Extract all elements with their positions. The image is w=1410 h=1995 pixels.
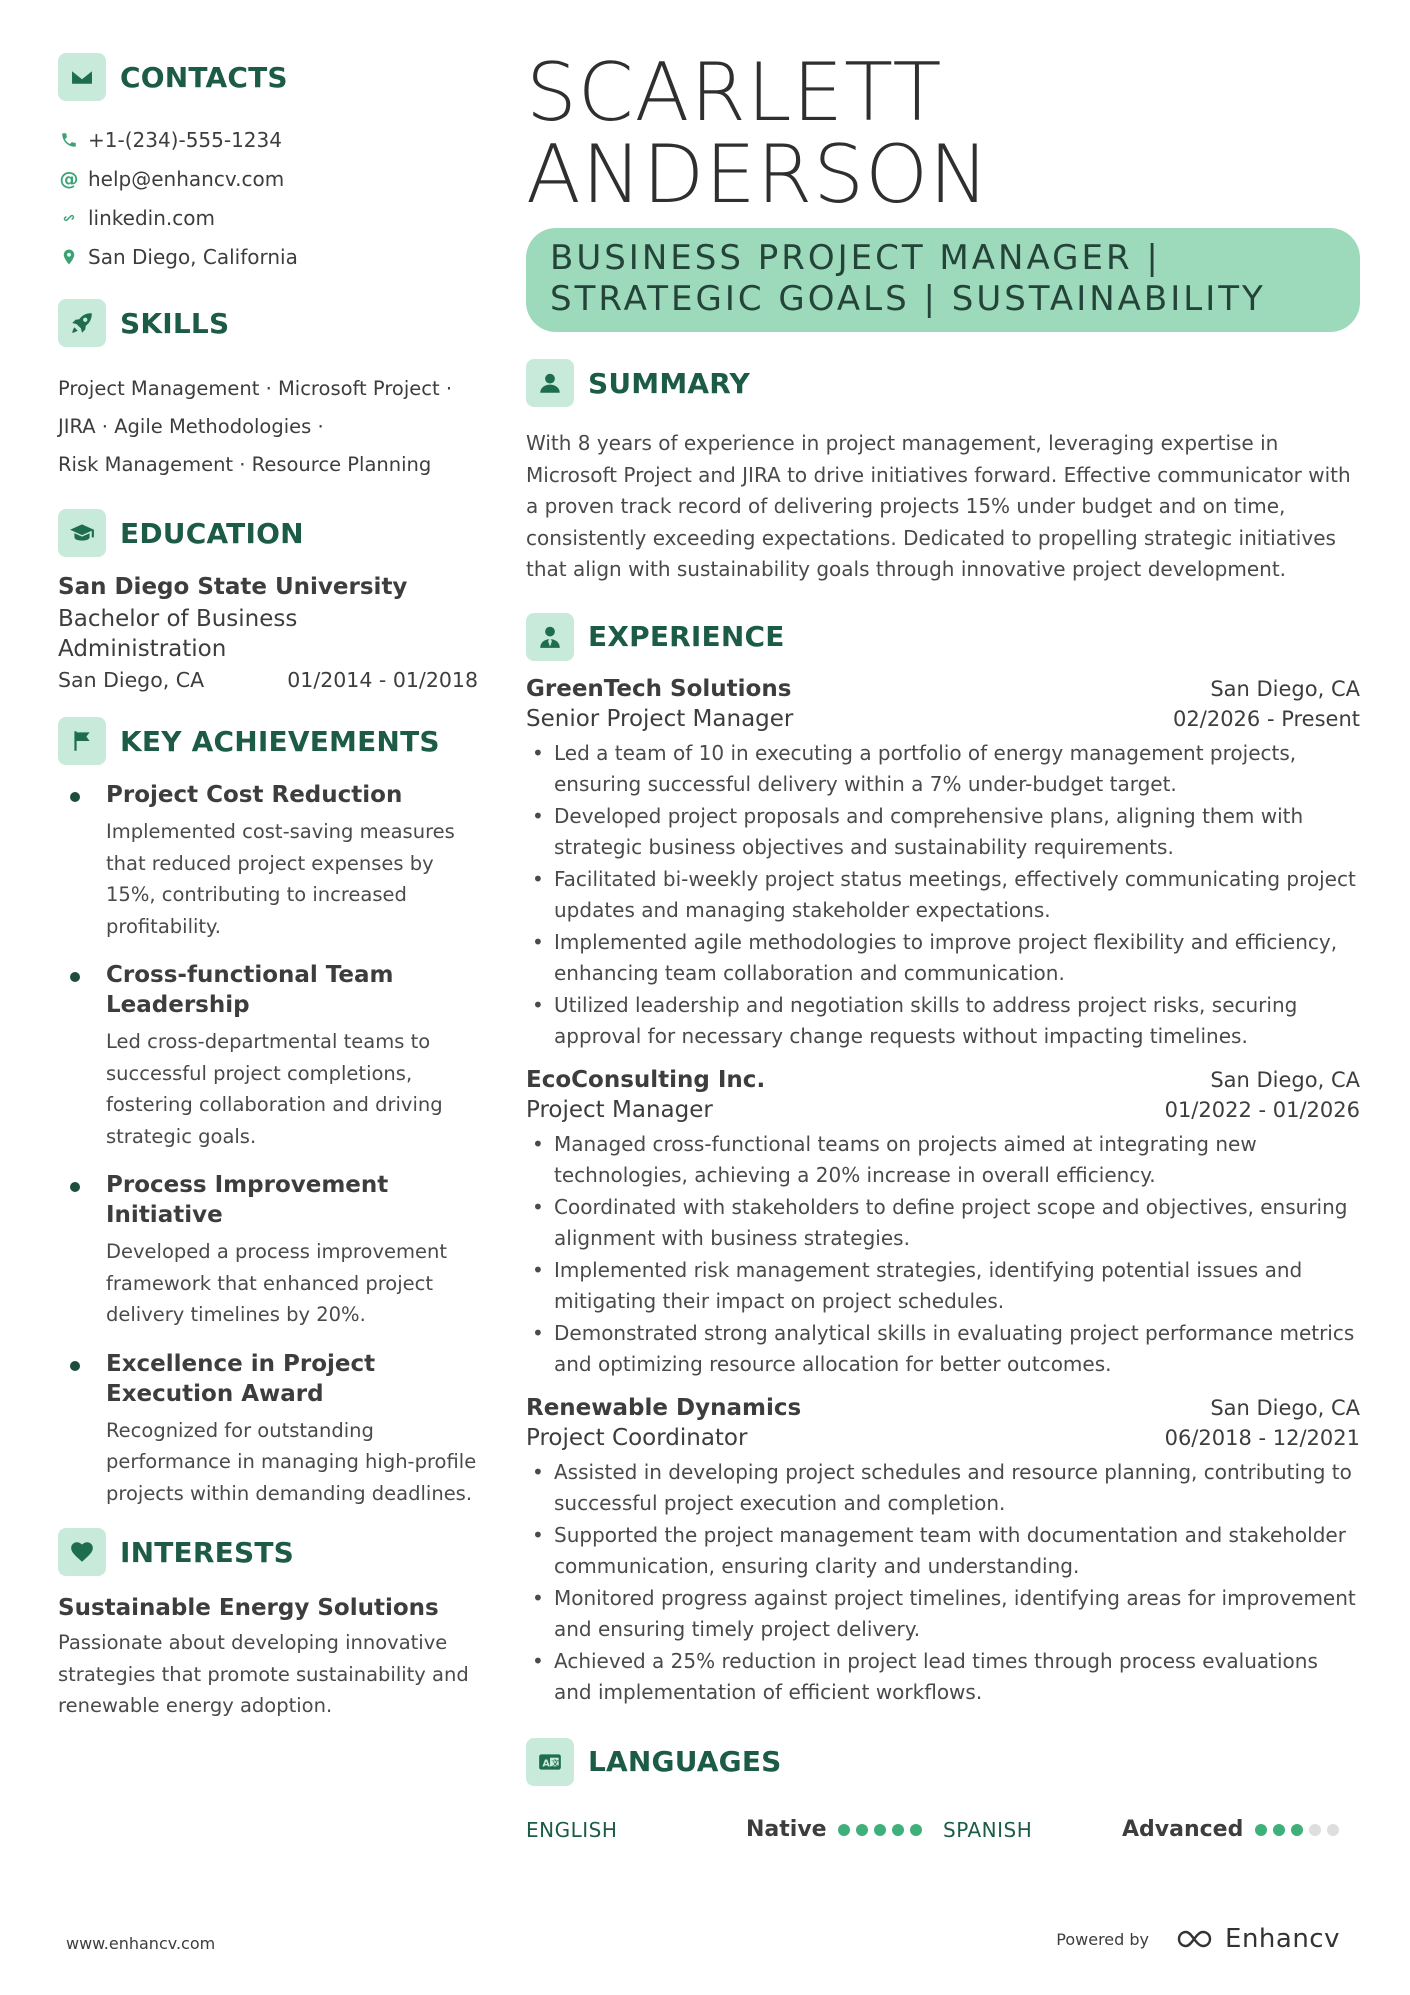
headline-line: BUSINESS PROJECT MANAGER | — [550, 238, 1161, 278]
rocket-icon — [58, 299, 106, 347]
section-title: KEY ACHIEVEMENTS — [120, 724, 440, 758]
user-icon — [526, 359, 574, 407]
languages-section — [526, 1737, 1360, 1845]
job-bullets — [526, 1129, 1360, 1381]
achievement-desc: Led cross-departmental teams to successful project completions, fostering collaboration and driving strategic goals. — [106, 1030, 443, 1148]
language-item — [526, 1817, 943, 1842]
right-column — [526, 46, 1360, 1845]
svg-text:文: 文 — [551, 1757, 560, 1767]
interests-header — [58, 1527, 478, 1577]
job-company: Renewable Dynamics — [526, 1394, 802, 1421]
languages-header — [526, 1737, 1360, 1787]
location-pin-icon — [58, 246, 80, 268]
job-subheader — [526, 1097, 1360, 1123]
experience-header — [526, 612, 1360, 662]
footer-url[interactable]: www.enhancv.com — [66, 1934, 216, 1953]
language-name: ENGLISH — [526, 1817, 618, 1842]
brand-name: Enhancv — [1225, 1924, 1340, 1954]
interest-desc: Passionate about developing innovative strategies that promote sustainability and renewable energy adoption. — [58, 1631, 469, 1717]
achievement-title: Excellence in Project Execution Award — [106, 1350, 376, 1407]
section-title: EXPERIENCE — [588, 620, 785, 653]
language-item — [943, 1817, 1360, 1842]
job-bullet: • Managed cross-functional teams on projects aimed at integrating new technologies, achieving a 20% increase in overall efficiency. — [526, 1129, 1360, 1192]
achievements-section — [58, 716, 478, 1509]
language-rating — [1255, 1824, 1339, 1836]
education-header — [58, 508, 478, 558]
interest-title: Sustainable Energy Solutions — [58, 1595, 439, 1621]
section-title: SKILLS — [120, 306, 230, 340]
experience-section — [526, 612, 1360, 1709]
language-level: Native — [746, 1817, 827, 1842]
rating-dot-filled — [1273, 1824, 1285, 1836]
job-bullet: • Implemented risk management strategies, identifying potential issues and mitigating their impact on project schedules. — [526, 1255, 1360, 1318]
skills-line: Project Management · Microsoft Project · — [58, 377, 453, 400]
job-bullets — [526, 1457, 1360, 1709]
rating-dot-empty — [1309, 1824, 1321, 1836]
rating-dot-filled — [910, 1824, 922, 1836]
headline-line: STRATEGIC GOALS | SUSTAINABILITY — [550, 279, 1266, 319]
education-section — [58, 508, 478, 692]
education-meta — [58, 668, 478, 692]
summary-header — [526, 358, 1360, 408]
skills-section — [58, 298, 478, 484]
graduation-cap-icon — [58, 509, 106, 557]
achievement-title: Cross-functional Team Leadership — [106, 962, 394, 1018]
brand-logo[interactable] — [1175, 1924, 1340, 1954]
job-subheader — [526, 1425, 1360, 1451]
education-school: San Diego State University — [58, 574, 408, 600]
achievement-desc: Recognized for outstanding performance in managing high-profile projects within demanding deadlines. — [106, 1418, 477, 1505]
location-text: San Diego, California — [88, 244, 298, 269]
degree-line: Bachelor of Business — [58, 606, 298, 632]
skills-header — [58, 298, 478, 348]
language-rating — [838, 1824, 922, 1836]
link-icon — [58, 207, 80, 229]
job-dates: 02/2026 - Present — [1173, 706, 1360, 731]
job-dates: 01/2022 - 01/2026 — [1164, 1097, 1360, 1122]
skills-list — [58, 370, 478, 484]
section-title: INTERESTS — [120, 1535, 294, 1569]
job-entry — [526, 1395, 1360, 1709]
education-degree — [58, 604, 478, 664]
left-column — [58, 52, 478, 1722]
name-first: SCARLETT — [526, 46, 943, 139]
contact-phone[interactable] — [58, 120, 478, 159]
infinity-logo-icon — [1175, 1926, 1221, 1952]
education-dates: 01/2014 - 01/2018 — [287, 668, 478, 692]
section-title: SUMMARY — [588, 366, 751, 400]
contact-location — [58, 237, 478, 276]
job-role: Senior Project Manager — [526, 705, 794, 732]
job-company: GreenTech Solutions — [526, 675, 792, 702]
email-text: help@enhancv.com — [88, 166, 285, 191]
achievement-item — [58, 780, 478, 942]
job-bullet: • Assisted in developing project schedules and resource planning, contributing to successful project execution and completion. — [526, 1457, 1360, 1520]
job-location: San Diego, CA — [1210, 1395, 1360, 1420]
powered-by-text: Powered by — [1056, 1929, 1150, 1949]
rating-dot-filled — [874, 1824, 886, 1836]
contact-linkedin[interactable] — [58, 198, 478, 237]
job-role: Project Coordinator — [526, 1424, 748, 1451]
job-location: San Diego, CA — [1210, 1067, 1360, 1092]
job-bullet: • Developed project proposals and comprehensive plans, aligning them with strategic business objectives and sustainability requirements. — [526, 801, 1360, 864]
job-entry — [526, 676, 1360, 1053]
job-bullet: • Facilitated bi-weekly project status meetings, effectively communicating project updates and managing stakeholder expectations. — [526, 864, 1360, 927]
job-bullet: • Led a team of 10 in executing a portfolio of energy management projects, ensuring successful delivery within a 7% under-budget target. — [526, 738, 1360, 801]
achievement-title: Project Cost Reduction — [106, 782, 403, 808]
rating-dot-filled — [1291, 1824, 1303, 1836]
interests-section — [58, 1527, 478, 1722]
flag-icon — [58, 717, 106, 765]
bullet-dot — [70, 1361, 80, 1371]
job-location: San Diego, CA — [1210, 676, 1360, 701]
footer-branding — [1056, 1924, 1340, 1954]
section-title: EDUCATION — [120, 516, 304, 550]
section-title: CONTACTS — [120, 60, 288, 94]
job-dates: 06/2018 - 12/2021 — [1164, 1425, 1360, 1450]
headline-banner — [526, 228, 1360, 332]
job-bullet: • Demonstrated strong analytical skills in evaluating project performance metrics and optimizing resource allocation for better outcomes. — [526, 1318, 1360, 1381]
achievements-header — [58, 716, 478, 766]
bullet-dot — [70, 1182, 80, 1192]
language-name: SPANISH — [943, 1817, 1033, 1842]
job-company: EcoConsulting Inc. — [526, 1066, 766, 1093]
achievement-item — [58, 1349, 478, 1510]
contacts-section — [58, 52, 478, 276]
name-last: ANDERSON — [526, 128, 990, 221]
job-bullets — [526, 738, 1360, 1053]
heart-icon — [58, 1528, 106, 1576]
achievement-desc: Implemented cost-saving measures that reduced project expenses by 15%, contributing to increased profitability. — [106, 820, 455, 938]
job-bullet: • Coordinated with stakeholders to define project scope and objectives, ensuring alignment with business strategies. — [526, 1192, 1360, 1255]
contacts-header — [58, 52, 478, 102]
user-tie-icon — [526, 613, 574, 661]
job-role: Project Manager — [526, 1096, 713, 1123]
bullet-dot — [70, 792, 80, 802]
job-bullet: • Utilized leadership and negotiation skills to address project risks, securing approval for necessary change requests without impacting timelines. — [526, 990, 1360, 1053]
contact-email[interactable] — [58, 159, 478, 198]
rating-dot-filled — [856, 1824, 868, 1836]
bullet-dot — [70, 972, 80, 982]
job-bullet: • Monitored progress against project timelines, identifying areas for improvement and ensuring timely project delivery. — [526, 1583, 1360, 1646]
at-icon: @ — [59, 167, 79, 190]
rating-dot-filled — [838, 1824, 850, 1836]
summary-section — [526, 358, 1360, 586]
phone-text: +1-(234)-555-1234 — [88, 127, 282, 152]
translate-icon — [526, 1738, 574, 1786]
rating-dot-empty — [1327, 1824, 1339, 1836]
language-level: Advanced — [1122, 1817, 1244, 1842]
skills-line: Risk Management · Resource Planning — [58, 453, 432, 476]
contact-list — [58, 120, 478, 276]
achievements-list — [58, 780, 478, 1509]
job-header — [526, 676, 1360, 702]
job-header — [526, 1395, 1360, 1421]
achievement-title: Process Improvement Initiative — [106, 1172, 389, 1228]
svg-text:A: A — [542, 1757, 550, 1769]
job-bullet: • Achieved a 25% reduction in project lead times through process evaluations and implementation of efficient workflows. — [526, 1646, 1360, 1709]
languages-row — [526, 1815, 1360, 1845]
job-header — [526, 1067, 1360, 1093]
achievement-desc: Developed a process improvement framework that enhanced project delivery timelines by 20%. — [106, 1240, 447, 1326]
job-entry — [526, 1067, 1360, 1381]
summary-text: With 8 years of experience in project management, leveraging expertise in Microsoft Project and JIRA to drive initiatives forward. Effective communicator with a proven track record of delivering projects 15% under budget and on time, consistently exceeding expectations. Dedicated to propelling strategic initiatives that align with sustainability goals through innovative project development. — [526, 431, 1351, 581]
envelope-icon — [58, 53, 106, 101]
section-title: LANGUAGES — [588, 1745, 782, 1778]
job-bullet: • Supported the project management team with documentation and stakeholder communication, ensuring clarity and understanding. — [526, 1520, 1360, 1583]
rating-dot-filled — [1255, 1824, 1267, 1836]
skills-line: JIRA · Agile Methodologies · — [58, 415, 324, 438]
job-subheader — [526, 706, 1360, 732]
achievement-item — [58, 1170, 478, 1331]
linkedin-text: linkedin.com — [88, 205, 215, 230]
candidate-name — [526, 46, 1360, 221]
phone-icon — [58, 129, 80, 151]
degree-line: Administration — [58, 636, 227, 662]
rating-dot-filled — [892, 1824, 904, 1836]
achievement-item — [58, 960, 478, 1152]
job-bullet: • Implemented agile methodologies to improve project flexibility and efficiency, enhancing team collaboration and communication. — [526, 927, 1360, 990]
education-location: San Diego, CA — [58, 668, 205, 692]
